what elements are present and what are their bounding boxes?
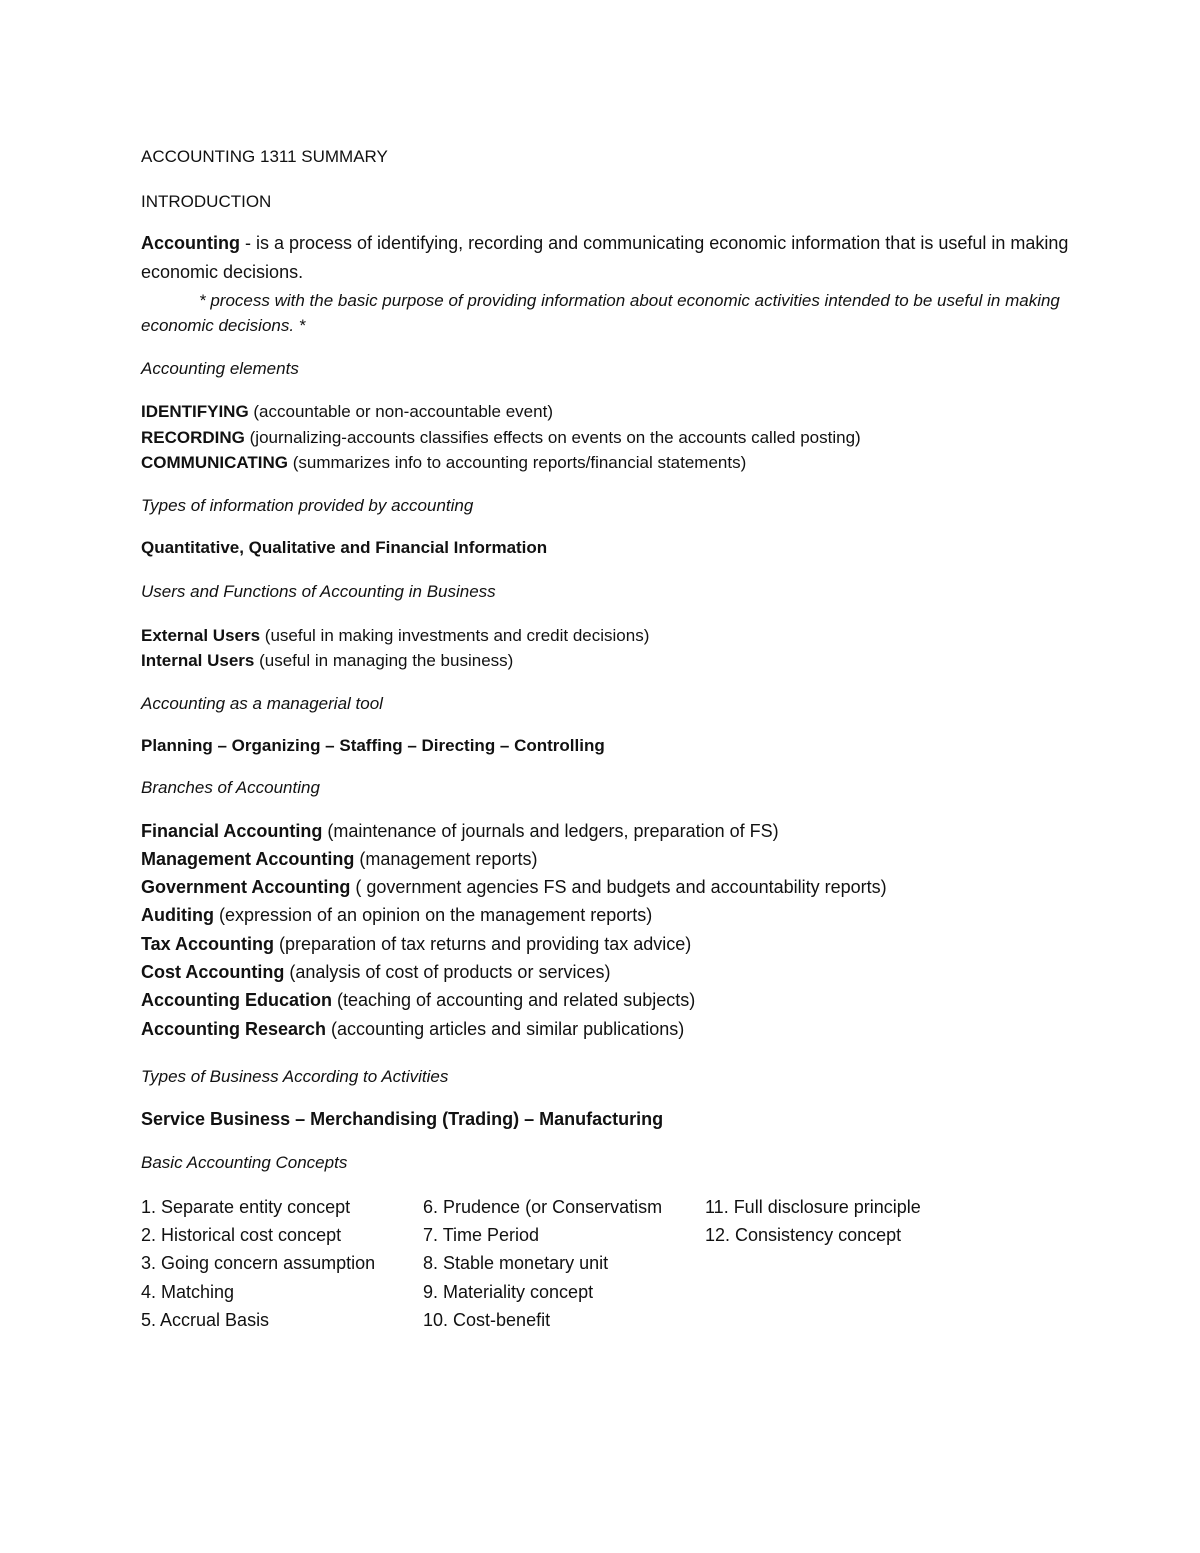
list-item <box>141 1221 423 1249</box>
element-term: RECORDING <box>141 427 245 447</box>
list-item <box>141 450 1071 476</box>
concept-number: 9 <box>423 1281 434 1302</box>
elements-heading: Accounting elements <box>141 359 299 378</box>
list-item <box>141 1249 423 1277</box>
section-heading: INTRODUCTION <box>141 192 272 211</box>
list-item <box>705 1193 1025 1221</box>
branch-term: Management Accounting <box>141 848 355 869</box>
accounting-definition <box>141 229 1071 287</box>
list-item <box>141 873 1071 901</box>
concept-number: 12 <box>705 1225 726 1246</box>
concepts-grid <box>141 1193 1071 1334</box>
list-item <box>423 1278 705 1306</box>
concept-text: . Cost-benefit <box>443 1310 551 1331</box>
concept-number: 10 <box>423 1310 444 1331</box>
branch-term: Accounting Research <box>141 1018 327 1039</box>
list-item <box>423 1249 705 1277</box>
concept-number: 6 <box>423 1196 434 1217</box>
branch-desc: (teaching of accounting and related subjects) <box>332 990 696 1011</box>
branch-term: Financial Accounting <box>141 820 323 841</box>
list-item <box>141 1306 423 1334</box>
user-term: Internal Users <box>141 651 255 670</box>
element-term: IDENTIFYING <box>141 402 249 421</box>
info-types-text: Quantitative, Qualitative and Financial Information <box>141 537 548 557</box>
elements-list <box>141 399 1071 476</box>
concept-text: . Matching <box>151 1281 235 1302</box>
concept-number: 4 <box>141 1281 152 1302</box>
branches-list <box>141 817 1071 1043</box>
branch-desc: (accounting articles and similar publications) <box>326 1018 685 1039</box>
concept-number: 2 <box>141 1225 152 1246</box>
branch-term: Accounting Education <box>141 990 332 1011</box>
concept-text: . Separate entity concept <box>151 1196 351 1217</box>
definition-text: - is a process of identifying, recording and communicating economic information that is useful in making economic decisions. <box>141 233 1069 282</box>
branch-desc: (maintenance of journals and ledgers, preparation of FS) <box>322 820 779 841</box>
business-types-heading: Types of Business According to Activities <box>141 1066 449 1086</box>
list-item <box>141 817 1071 845</box>
document-title: ACCOUNTING 1311 SUMMARY <box>141 147 388 166</box>
list-item <box>141 1015 1071 1043</box>
list-item <box>423 1193 705 1221</box>
concept-text: . Stable monetary unit <box>433 1253 609 1274</box>
branches-heading: Branches of Accounting <box>141 777 320 797</box>
concept-text: . Consistency concept <box>725 1225 902 1246</box>
concepts-heading: Basic Accounting Concepts <box>141 1152 348 1172</box>
list-item <box>141 845 1071 873</box>
list-item <box>141 901 1071 929</box>
branch-term: Tax Accounting <box>141 933 275 954</box>
user-term: External Users <box>141 625 261 645</box>
concept-text: . Going concern assumption <box>151 1253 376 1274</box>
users-heading: Users and Functions of Accounting in Business <box>141 581 496 601</box>
element-desc: (journalizing-accounts classifies effects on events on the accounts called posting) <box>244 427 861 447</box>
list-item <box>141 623 1071 649</box>
branch-term: Cost Accounting <box>141 961 285 982</box>
branch-desc: (analysis of cost of products or services) <box>284 961 611 982</box>
document-content <box>141 146 1071 1334</box>
list-item <box>141 1193 423 1221</box>
list-item <box>423 1306 705 1334</box>
managerial-heading: Accounting as a managerial tool <box>141 693 383 713</box>
concept-number: 1 <box>141 1196 152 1217</box>
concept-text: . Full disclosure principle <box>723 1196 921 1217</box>
list-item <box>705 1221 1025 1249</box>
note-text: * process with the basic purpose of providing information about economic activities intended to be useful in making economic decisions. * <box>141 291 1060 335</box>
info-types-heading: Types of information provided by accounting <box>141 495 474 515</box>
branch-term: Government Accounting <box>141 877 351 898</box>
list-item <box>141 930 1071 958</box>
element-desc: (accountable or non-accountable event) <box>248 402 553 421</box>
concept-text: . Accrual Basis <box>151 1310 270 1331</box>
branch-desc: (expression of an opinion on the management reports) <box>213 905 653 926</box>
user-desc: (useful in making investments and credit decisions) <box>260 625 650 645</box>
concept-number: 7 <box>423 1225 434 1246</box>
managerial-text: Planning – Organizing – Staffing – Directing – Controlling <box>141 735 605 755</box>
branch-desc: (management reports) <box>354 848 538 869</box>
element-term: COMMUNICATING <box>141 453 288 472</box>
branch-term: Auditing <box>141 905 214 926</box>
concept-number: 3 <box>141 1253 152 1274</box>
concepts-column-2 <box>423 1193 705 1334</box>
concept-text: . Time Period <box>433 1225 540 1246</box>
concept-text: . Historical cost concept <box>151 1225 342 1246</box>
concepts-column-3 <box>705 1193 1025 1334</box>
concept-number: 5 <box>141 1310 152 1331</box>
branch-desc: (preparation of tax returns and providing tax advice) <box>274 933 692 954</box>
list-item <box>141 1278 423 1306</box>
concepts-column-1 <box>141 1193 423 1334</box>
users-list <box>141 623 1071 674</box>
concept-text: . Prudence (or Conservatism <box>433 1196 663 1217</box>
business-types-text: Service Business – Merchandising (Trading) – Manufacturing <box>141 1108 664 1129</box>
user-desc: (useful in managing the business) <box>254 651 514 670</box>
concept-number: 8 <box>423 1253 434 1274</box>
concept-text: . Materiality concept <box>433 1281 594 1302</box>
list-item <box>423 1221 705 1249</box>
branch-desc: ( government agencies FS and budgets and accountability reports) <box>350 877 887 898</box>
list-item <box>141 425 1071 451</box>
element-desc: (summarizes info to accounting reports/financial statements) <box>288 453 747 472</box>
definition-note <box>141 288 1071 338</box>
definition-term: Accounting <box>141 233 240 253</box>
list-item <box>141 986 1071 1014</box>
list-item <box>141 958 1071 986</box>
list-item <box>141 399 1071 425</box>
concept-number: 11 <box>705 1196 724 1217</box>
list-item <box>141 648 1071 674</box>
